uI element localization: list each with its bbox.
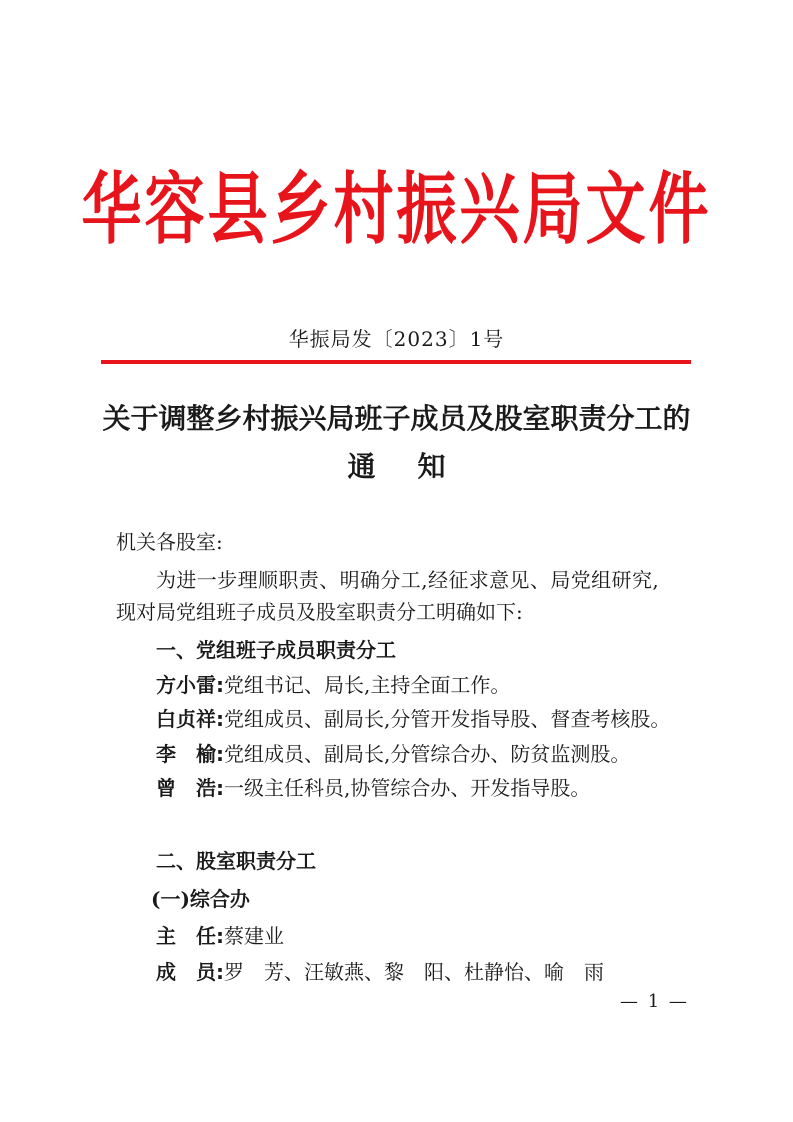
section-1-heading: 一、党组班子成员职责分工: [156, 638, 396, 662]
member-duty: 党组书记、局长,主持全面工作。: [224, 673, 511, 697]
office-director-name: 蔡建业: [224, 924, 284, 948]
salutation: 机关各股室:: [116, 530, 223, 554]
section-2-heading: 二、股室职责分工: [156, 849, 316, 873]
office-members-label: 成 员:: [156, 960, 224, 984]
title-char-2: 知: [417, 450, 446, 483]
document-title-line-2: [0, 447, 793, 487]
page-number: — 1 —: [620, 991, 689, 1012]
member-row: [156, 670, 510, 700]
document-title-line-1: 关于调整乡村振兴局班子成员及股室职责分工的: [102, 402, 691, 435]
intro-paragraph-line-1: 为进一步理顺职责、明确分工,经征求意见、局党组研究,: [156, 568, 660, 592]
title-char-1: 通: [347, 450, 376, 483]
member-row: [156, 704, 670, 734]
member-row: [156, 773, 590, 803]
office-director-row: [156, 921, 284, 951]
office-director-label: 主 任:: [156, 924, 224, 948]
document-number: 华振局发〔2023〕1号: [288, 327, 505, 351]
member-duty: 党组成员、副局长,分管开发指导股、督查考核股。: [224, 707, 671, 731]
member-duty: 党组成员、副局长,分管综合办、防贫监测股。: [224, 742, 631, 766]
member-duty: 一级主任科员,协管综合办、开发指导股。: [224, 776, 591, 800]
member-name: 曾 浩:: [156, 776, 224, 800]
member-row: [156, 739, 630, 769]
masthead-title: 华容县乡村振兴局文件: [81, 164, 712, 256]
office-members-row: [156, 957, 604, 987]
intro-paragraph-line-2: 现对局党组班子成员及股室职责分工明确如下:: [116, 600, 523, 624]
member-name: 方小雷:: [156, 673, 224, 697]
office-members-names: 罗 芳、汪敏燕、黎 阳、杜静怡、喻 雨: [224, 960, 604, 984]
subsection-heading: (一)综合办: [151, 887, 250, 911]
red-separator-rule: [101, 360, 691, 364]
member-name: 李 榆:: [156, 742, 224, 766]
member-name: 白贞祥:: [156, 707, 224, 731]
